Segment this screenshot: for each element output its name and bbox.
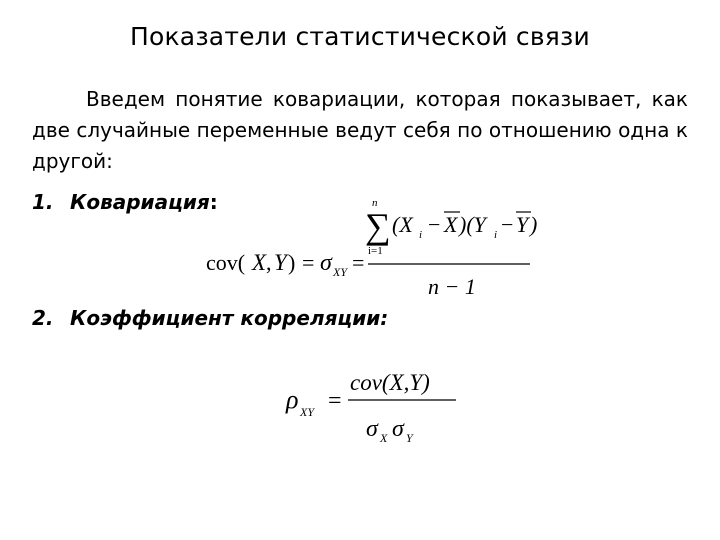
cov-close: ) <box>288 250 296 275</box>
term-subscript-2: i <box>494 229 498 241</box>
term-close: ) <box>530 212 538 237</box>
x-mean: X <box>444 212 458 237</box>
slide-title: Показатели статистической связи <box>130 22 590 51</box>
list-item-correlation <box>32 306 388 330</box>
sum-upper-limit: n <box>372 197 378 209</box>
correlation-numerator: cov(X,Y) <box>350 370 430 395</box>
rho-subscript: XY <box>300 405 315 419</box>
covariance-formula <box>200 192 560 306</box>
term-middle: )(Y <box>459 212 486 237</box>
term-minus-2: − <box>501 212 514 237</box>
sigma-symbol: σ <box>320 250 332 276</box>
cov-y: Y <box>274 250 287 275</box>
term-minus-1: − <box>428 212 441 237</box>
sigma-y-subscript: Y <box>406 431 413 445</box>
item-label: Коэффициент корреляции <box>70 306 381 330</box>
item-suffix: : <box>209 190 218 214</box>
cov-comma: , <box>266 250 272 275</box>
sigma-y: σ <box>392 416 404 442</box>
sigma-x-subscript: X <box>380 431 388 445</box>
item-number: 2. <box>32 306 54 330</box>
cov-function: cov( <box>206 250 246 275</box>
list-item-covariance <box>32 190 218 214</box>
denominator: n − 1 <box>428 274 476 299</box>
sigma-x: σ <box>366 416 378 442</box>
cov-equals-2: = <box>352 250 365 275</box>
term-open: (X <box>392 212 413 237</box>
correlation-formula <box>280 358 480 462</box>
sum-sign: ∑ <box>365 206 391 246</box>
cov-x: X <box>252 250 267 275</box>
correlation-equals: = <box>328 388 342 414</box>
term-subscript-1: i <box>419 229 423 241</box>
sum-lower-limit: i=1 <box>368 245 383 257</box>
item-suffix: : <box>380 306 389 330</box>
intro-paragraph: Введем понятие ковариации, которая показывает, как две случайные переменные ведут себя по отношению одна к другой: <box>32 87 688 173</box>
cov-equals-1: = <box>302 250 315 275</box>
item-number: 1. <box>32 190 54 214</box>
item-label: Ковариация <box>70 190 210 214</box>
y-mean: Y <box>516 212 529 237</box>
sigma-subscript: XY <box>333 265 348 279</box>
rho-symbol: ρ <box>286 385 299 414</box>
